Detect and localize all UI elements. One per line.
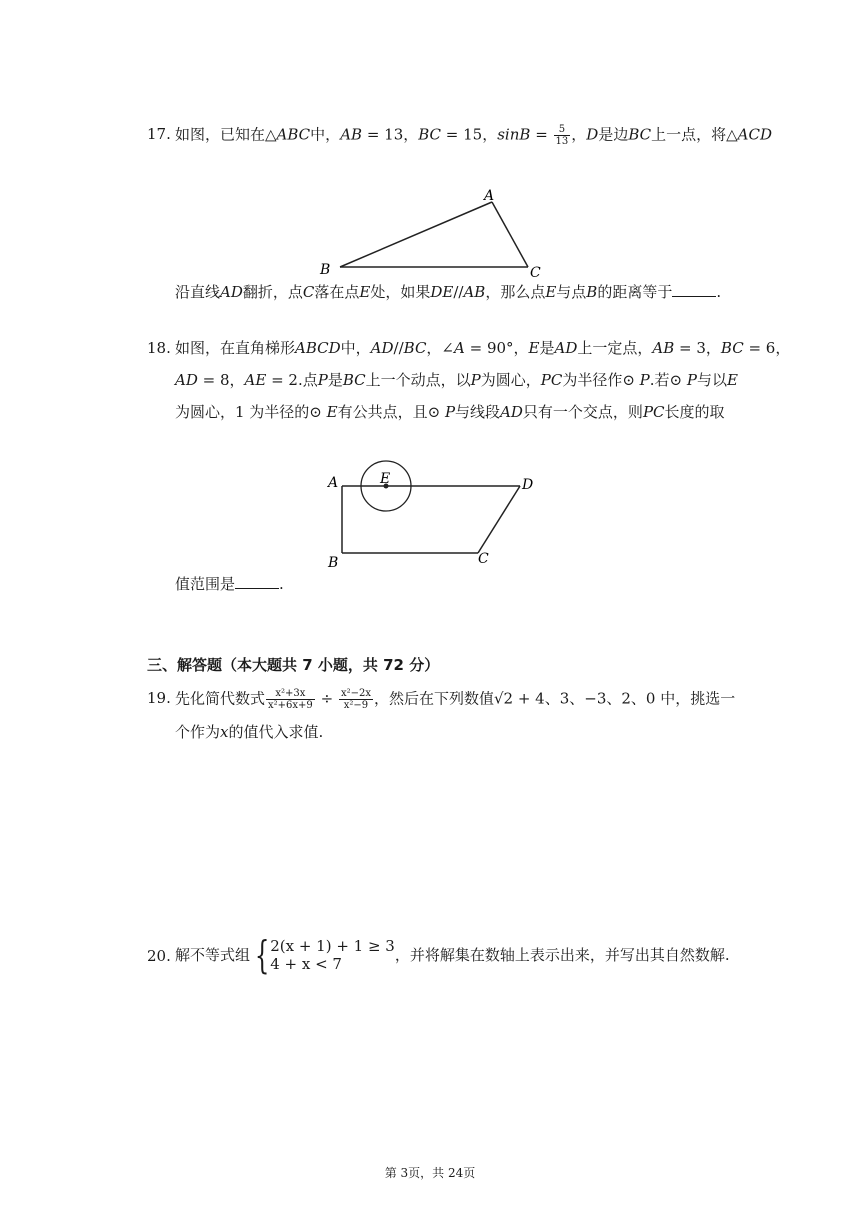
q17-line2-text: 沿直线AD翻折，点C落在点E处，如果DE//AB，那么点E与点B的距离等于 (175, 283, 673, 301)
trapezoid-abcd-figure (320, 455, 550, 570)
answer-blank[interactable] (235, 574, 279, 589)
point-label-e: E (380, 471, 391, 487)
q19-fraction-2 (339, 688, 373, 711)
answer-blank[interactable] (672, 282, 716, 297)
question-17-line-1 (175, 124, 772, 147)
vertex-label-c: C (478, 551, 489, 567)
triangle-abc-figure (310, 182, 550, 282)
vertex-label-a: A (484, 188, 495, 204)
fraction-numerator: x²−2x (340, 688, 371, 699)
q20-suffix: ，并将解集在数轴上表示出来，并写出其自然数解. (394, 946, 730, 964)
q19-fraction-1 (266, 688, 315, 711)
question-19-line-1 (175, 688, 735, 711)
question-18-line-4 (175, 574, 284, 594)
q19-prefix: 先化简代数式 (175, 689, 266, 708)
question-number: 19. (147, 689, 171, 707)
division-sign: ÷ (320, 689, 334, 708)
vertex-label-b: B (320, 262, 331, 278)
question-18-line-3: 为圆心，1 为半径的⊙ E有公共点，且⊙ P与线段AD只有一个交点，则PC长度的取 (175, 403, 725, 421)
q17-sin-fraction: $\frac{5}{13}$ (555, 124, 569, 147)
inequality-1: 2(x + 1) + 1 ≥ 3 (270, 937, 395, 955)
q19-suffix: ，然后在下列数值√2 + 4、3、−3、2、0 中，挑选一 (373, 689, 736, 708)
question-19-line-2: 个作为x的值代入求值. (175, 723, 324, 741)
question-number: 18. (147, 339, 171, 357)
vertex-label-d: D (522, 477, 534, 493)
vertex-label-b: B (328, 555, 339, 570)
left-brace: { (254, 933, 270, 977)
question-17-line-2 (175, 282, 721, 302)
period: . (716, 283, 722, 301)
fraction-numerator: x²+3x (266, 688, 315, 700)
question-number: 17. (147, 125, 171, 143)
vertex-label-c: C (530, 265, 541, 281)
section-heading: 三、解答题（本大题共 7 小题，共 72 分） (147, 656, 440, 674)
q17-text-prefix: 如图，已知在△ABC中，AB = 13，BC = 15，sinB = (175, 125, 553, 144)
question-number: 20. (147, 947, 171, 965)
q17-text-suffix: ，D是边BC上一点，将△ACD (571, 125, 772, 144)
question-18-line-1: 如图，在直角梯形ABCD中，AD//BC，∠A = 90°，E是AD上一定点，AB = 3，BC = 6， (175, 339, 791, 357)
question-18-line-2: AD = 8，AE = 2.点P是BC上一个动点，以P为圆心，PC为半径作⊙ P.若⊙ P与以E (175, 371, 738, 389)
fraction-denominator: x²+6x+9 (268, 700, 313, 711)
fraction-denominator: x²−9 (343, 700, 369, 711)
vertex-label-a: A (328, 475, 339, 491)
q20-prefix: 解不等式组 (175, 946, 251, 964)
period: . (279, 575, 284, 593)
q18-line4-text: 值范围是 (175, 575, 236, 593)
page-footer: 第 3页，共 24页 (384, 1166, 476, 1180)
inequality-2: 4 + x < 7 (270, 955, 342, 973)
question-20-line (175, 933, 730, 977)
inequality-system (270, 937, 395, 973)
